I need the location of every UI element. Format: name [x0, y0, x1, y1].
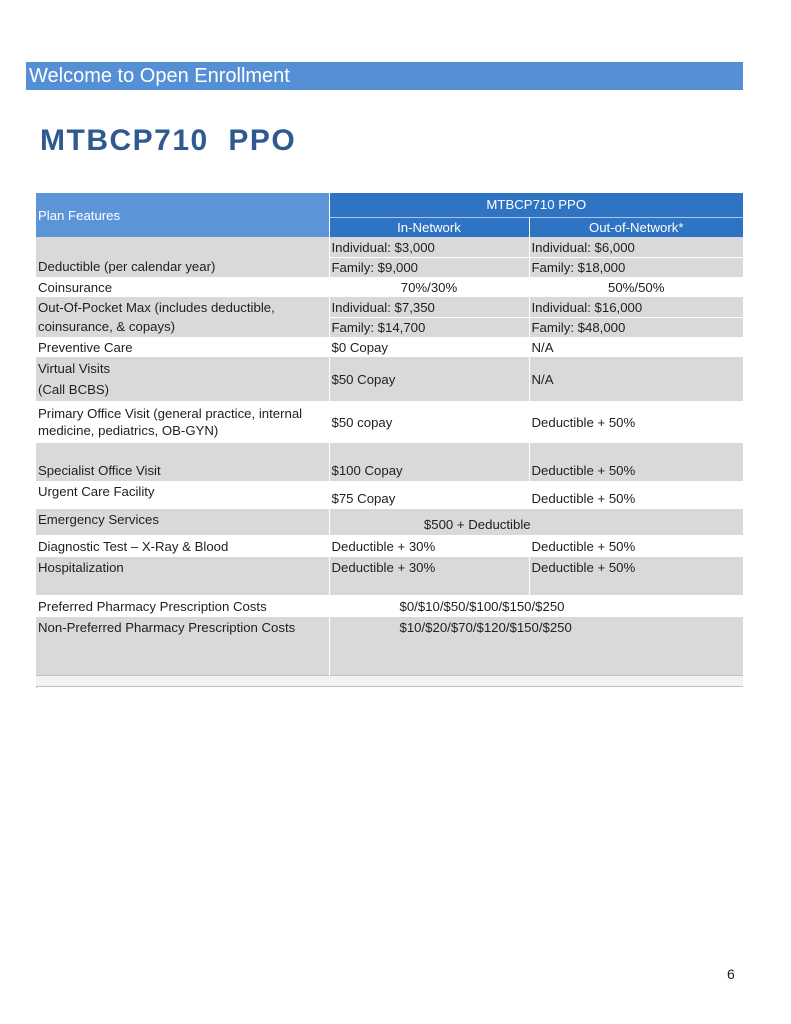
- table-row-coinsurance: [36, 277, 743, 297]
- in-network-individual: Individual: $3,000: [330, 238, 529, 258]
- out-network-individual: Individual: $16,000: [530, 298, 744, 318]
- table-row-urgent-care: [36, 481, 743, 509]
- row-label-line1: Primary Office Visit (general practice, internal: [38, 406, 303, 421]
- combined-value-cell: $0/$10/$50/$100/$150/$250: [329, 595, 743, 617]
- out-network-cell: Deductible + 50%: [529, 557, 743, 595]
- table-row-virtual-visits: [36, 357, 743, 401]
- table-row-hospitalization: [36, 557, 743, 595]
- out-network-cell: N/A: [529, 357, 743, 401]
- combined-value-cell: $500 + Deductible: [329, 509, 743, 535]
- row-label: [36, 357, 329, 401]
- in-network-header: In-Network: [329, 217, 529, 237]
- table-header-row: [36, 193, 743, 217]
- in-network-cell: 70%/30%: [329, 277, 529, 297]
- table-row-emergency-services: [36, 509, 743, 535]
- row-label: Specialist Office Visit: [36, 443, 329, 481]
- row-label: Preferred Pharmacy Prescription Costs: [36, 595, 329, 617]
- row-label: Deductible (per calendar year): [36, 237, 329, 277]
- row-label: Diagnostic Test – X-Ray & Blood: [36, 535, 329, 557]
- out-network-cell: Deductible + 50%: [529, 401, 743, 443]
- in-network-cell: [329, 297, 529, 337]
- row-label: Urgent Care Facility: [36, 481, 329, 509]
- row-label: Emergency Services: [36, 509, 329, 535]
- out-network-cell: N/A: [529, 337, 743, 357]
- in-network-cell: $50 copay: [329, 401, 529, 443]
- row-label-line1: Out-Of-Pocket Max (includes deductible,: [38, 300, 275, 315]
- table-row-specialist-office-visit: [36, 443, 743, 481]
- out-network-cell: 50%/50%: [529, 277, 743, 297]
- benefits-table: [36, 193, 743, 687]
- table-row-primary-office-visit: [36, 401, 743, 443]
- row-label: Coinsurance: [36, 277, 329, 297]
- in-network-cell: $0 Copay: [329, 337, 529, 357]
- out-network-cell: [529, 237, 743, 277]
- row-label-line2: (Call BCBS): [38, 382, 110, 397]
- table-row-deductible: [36, 237, 743, 277]
- in-network-cell: Deductible + 30%: [329, 557, 529, 595]
- table-row-diagnostic-test: [36, 535, 743, 557]
- row-label: Preventive Care: [36, 337, 329, 357]
- table-row-out-of-pocket-max: [36, 297, 743, 337]
- row-label: [36, 297, 329, 337]
- row-label: Non-Preferred Pharmacy Prescription Costs: [36, 617, 329, 675]
- in-network-cell: $100 Copay: [329, 443, 529, 481]
- out-network-cell: [529, 297, 743, 337]
- out-network-family: Family: $48,000: [531, 319, 626, 335]
- table-row-non-preferred-pharmacy: [36, 617, 743, 675]
- in-network-cell: [329, 237, 529, 277]
- plan-header: MTBCP710 PPO: [329, 193, 743, 217]
- in-network-family: Family: $9,000: [331, 259, 418, 275]
- in-network-cell: $75 Copay: [329, 481, 529, 509]
- table-end-cell: [36, 675, 329, 686]
- out-network-cell: Deductible + 50%: [529, 481, 743, 509]
- out-network-family: Family: $18,000: [531, 259, 626, 275]
- row-label: [36, 401, 329, 443]
- in-network-individual: Individual: $7,350: [330, 298, 529, 318]
- out-network-header: Out-of-Network*: [529, 217, 743, 237]
- combined-value-cell: $10/$20/$70/$120/$150/$250: [329, 617, 743, 675]
- table-end-cell: [529, 675, 743, 686]
- in-network-cell: Deductible + 30%: [329, 535, 529, 557]
- out-network-individual: Individual: $6,000: [530, 238, 744, 258]
- table-end-row: [36, 675, 743, 686]
- table-row-preventive-care: [36, 337, 743, 357]
- row-label: Hospitalization: [36, 557, 329, 595]
- in-network-family: Family: $14,700: [331, 319, 426, 335]
- features-header: Plan Features: [36, 193, 329, 237]
- plan-title: MTBCP710 PPO: [40, 124, 297, 157]
- page-number: 6: [727, 966, 735, 982]
- row-label-line1: Virtual Visits: [38, 361, 111, 376]
- in-network-cell: $50 Copay: [329, 357, 529, 401]
- row-label-line2: medicine, pediatrics, OB-GYN): [38, 423, 219, 438]
- out-network-cell: Deductible + 50%: [529, 535, 743, 557]
- out-network-cell: Deductible + 50%: [529, 443, 743, 481]
- table-row-preferred-pharmacy: [36, 595, 743, 617]
- page-banner: Welcome to Open Enrollment: [26, 62, 743, 90]
- row-label-line2: coinsurance, & copays): [38, 319, 176, 334]
- table-end-cell: [329, 675, 529, 686]
